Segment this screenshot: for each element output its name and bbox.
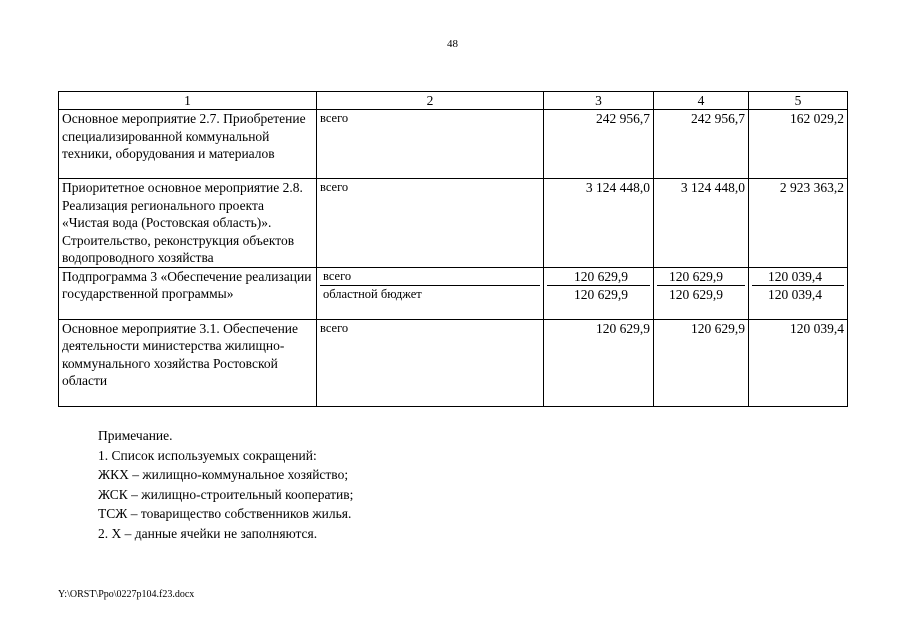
table-row: [59, 319, 848, 406]
funding-type: всего: [317, 319, 544, 406]
value-cell: 120 039,4: [768, 286, 822, 302]
funding-type: всего: [320, 268, 540, 286]
value-cell: 120 629,9: [669, 286, 723, 302]
value-cell-split: [654, 267, 749, 319]
table-header-row: [59, 92, 848, 110]
page-number: 48: [447, 38, 458, 50]
value-cell: 120 629,9: [574, 286, 628, 302]
notes-section: [98, 426, 798, 543]
note-title: Примечание.: [98, 428, 173, 443]
activity-name: Приоритетное основное мероприятие 2.8. Реализация регионального проекта «Чистая вода (Ростовская область)». Строительство, реконструкция объектов водопроводного хозяйства: [59, 179, 317, 268]
note-line: ЖСК – жилищно-строительный кооператив;: [98, 486, 354, 502]
footer-file-path: Y:\ORST\Ppo\0227p104.f23.docx: [58, 589, 195, 600]
value-cell: 2 923 363,2: [749, 179, 848, 268]
column-header: 5: [749, 92, 848, 110]
value-cell: 3 124 448,0: [544, 179, 654, 268]
value-cell: 242 956,7: [654, 110, 749, 179]
funding-type: областной бюджет: [323, 286, 422, 301]
note-line: 2. Х – данные ячейки не заполняются.: [98, 525, 318, 541]
funding-type: всего: [317, 179, 544, 268]
column-header: 3: [544, 92, 654, 110]
activity-name: Основное мероприятие 3.1. Обеспечение деятельности министерства жилищно-коммунального хозяйства Ростовской области: [59, 319, 317, 406]
activity-name: Основное мероприятие 2.7. Приобретение специализированной коммунальной техники, оборудования и материалов: [59, 110, 317, 179]
funding-type: всего: [317, 110, 544, 179]
table-row: [59, 267, 848, 319]
note-line: 1. Список используемых сокращений:: [98, 447, 317, 463]
table-row: [59, 110, 848, 179]
value-cell: 162 029,2: [749, 110, 848, 179]
value-cell: 120 039,4: [752, 268, 844, 286]
value-cell: 242 956,7: [544, 110, 654, 179]
value-cell: 3 124 448,0: [654, 179, 749, 268]
note-line: ЖКХ – жилищно-коммунальное хозяйство;: [98, 467, 349, 482]
funding-type-split: [317, 267, 544, 319]
value-cell-split: [749, 267, 848, 319]
column-header: 2: [317, 92, 544, 110]
column-header: 4: [654, 92, 749, 110]
column-header: 1: [59, 92, 317, 110]
table-row: [59, 179, 848, 268]
note-line: ТСЖ – товарищество собственников жилья.: [98, 506, 352, 521]
value-cell: 120 629,9: [544, 319, 654, 406]
value-cell-split: [544, 267, 654, 319]
budget-table: [58, 91, 848, 407]
value-cell: 120 629,9: [547, 268, 650, 286]
value-cell: 120 629,9: [654, 319, 749, 406]
value-cell: 120 629,9: [657, 268, 745, 286]
value-cell: 120 039,4: [749, 319, 848, 406]
activity-name: Подпрограмма 3 «Обеспечение реализации государственной программы»: [59, 267, 317, 319]
